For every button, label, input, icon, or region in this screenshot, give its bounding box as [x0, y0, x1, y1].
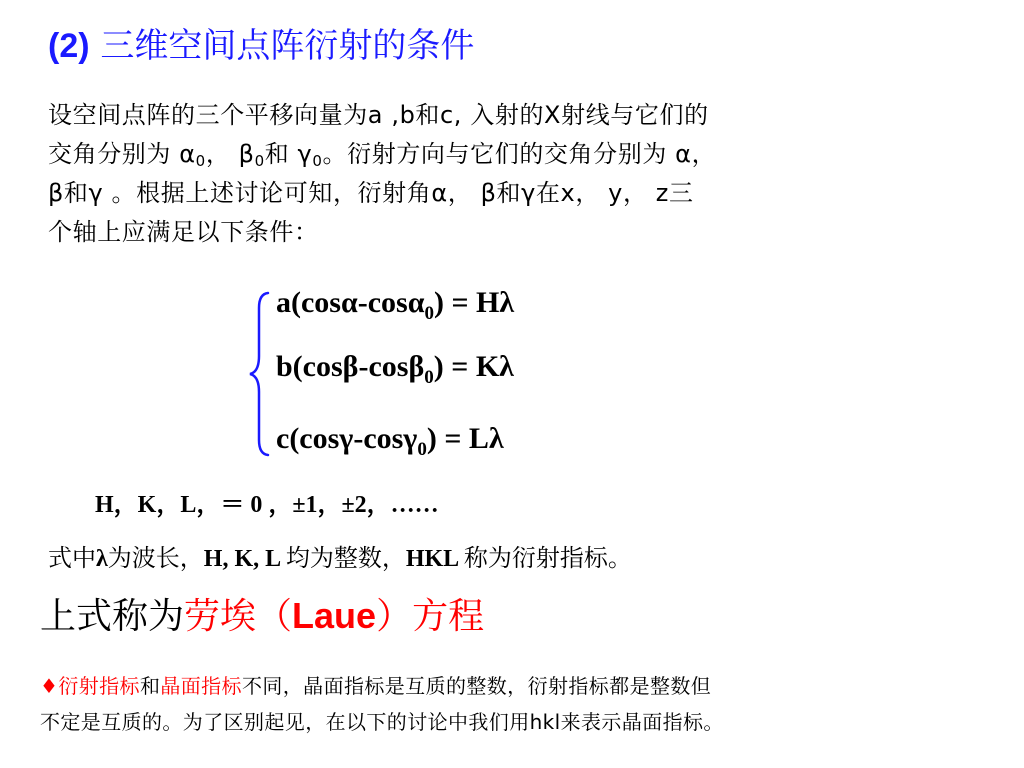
- page-title: [48, 18, 474, 67]
- laue-name-en: Laue: [292, 595, 377, 636]
- eq-left: b(cosβ-cosβ: [276, 350, 425, 383]
- paragraph-line-4: 个轴上应满足以下条件：: [48, 218, 319, 246]
- text-segment: 。衍射方向与它们的交角分别为 α，: [322, 140, 717, 168]
- section-number: (2): [48, 27, 90, 65]
- eq-right: ) = Kλ: [433, 350, 514, 383]
- laue-prefix: 上式称为: [40, 596, 185, 637]
- subscript: 0: [254, 152, 265, 170]
- equation-b: [276, 350, 514, 389]
- text-segment: 交角分别为 α: [48, 140, 196, 168]
- laue-suffix: ）方程: [376, 596, 485, 637]
- equation-a: [276, 286, 514, 325]
- hkl-values: H，K，L，＝ 0 ，±1，±2，……: [95, 492, 439, 518]
- text-segment: 均为整数，: [285, 544, 406, 572]
- text-segment: 不同，晶面指标是互质的整数，衍射指标都是整数但: [241, 674, 712, 698]
- subscript: 0: [195, 152, 206, 170]
- text-segment: ， β: [205, 140, 255, 168]
- curly-brace-icon: [246, 290, 272, 458]
- text-segment: 为波长，: [107, 544, 204, 572]
- eq-subscript: 0: [424, 367, 434, 388]
- term-miller-index: 晶面指标: [160, 674, 242, 698]
- paragraph-line-3: β和γ 。根据上述讨论可知，衍射角α， β和γ在x， y， z三: [48, 179, 694, 207]
- eq-subscript: 0: [417, 439, 427, 460]
- eq-right: ) = Lλ: [426, 422, 504, 455]
- hkl-symbols: H, K, L: [203, 546, 286, 572]
- title-text: 三维空间点阵衍射的条件: [89, 26, 475, 66]
- note-line-2: 不定是互质的。为了区别起见，在以下的讨论中我们用hkl来表示晶面指标。: [40, 710, 724, 734]
- equation-c: [276, 422, 504, 461]
- text-segment: 式中: [48, 544, 96, 572]
- hkl-label: HKL: [405, 546, 464, 572]
- text-segment: 和 γ: [264, 140, 313, 168]
- eq-subscript: 0: [424, 303, 434, 324]
- eq-right: ) = Hλ: [433, 286, 515, 319]
- term-diffraction-index: 衍射指标: [58, 674, 140, 698]
- subscript: 0: [312, 152, 323, 170]
- eq-left: a(cosα-cosα: [276, 286, 425, 319]
- lambda-symbol: λ: [96, 546, 108, 572]
- laue-name-cn: 劳埃（: [184, 596, 293, 637]
- lambda-description: [48, 538, 632, 573]
- paragraph-line-1: 设空间点阵的三个平移向量为a ,b和c, 入射的X射线与它们的: [48, 101, 709, 129]
- note-line-1: [40, 670, 711, 699]
- text-segment: 称为衍射指标。: [463, 544, 632, 572]
- eq-left: c(cosγ-cosγ: [276, 422, 418, 455]
- laue-heading: [40, 588, 484, 639]
- text-segment: 和: [139, 674, 161, 698]
- diamond-bullet-icon: ♦: [40, 674, 59, 698]
